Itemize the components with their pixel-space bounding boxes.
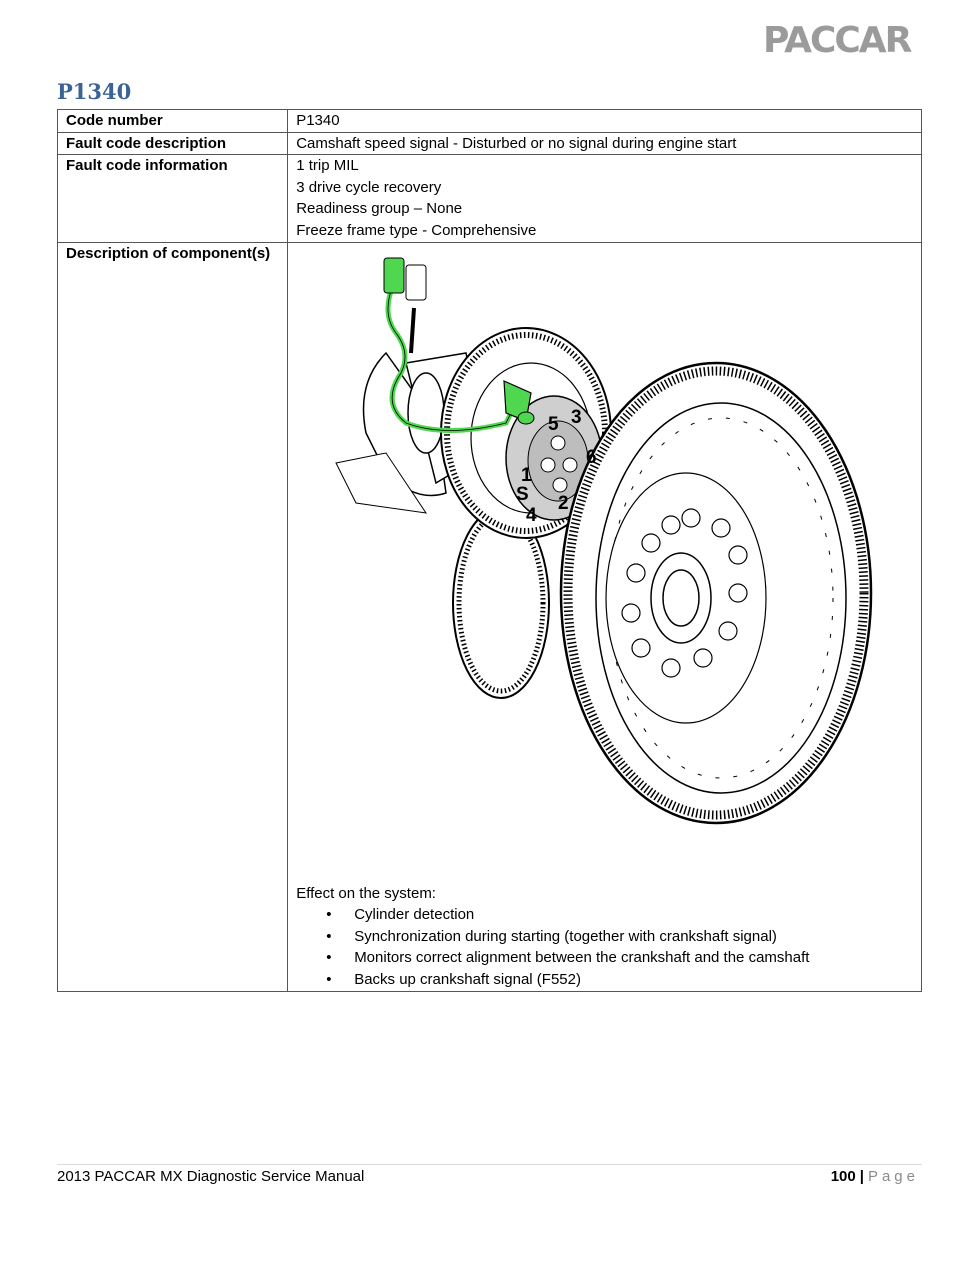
effects-list [296, 904, 913, 990]
page-number: 100 [830, 1168, 856, 1185]
table-row [58, 242, 922, 991]
row-label: Description of component(s) [58, 242, 288, 991]
value-line: Freeze frame type - Comprehensive [296, 221, 537, 239]
bolt [551, 436, 565, 450]
value-line: 3 drive cycle recovery [296, 178, 442, 196]
footer-divider [57, 1164, 922, 1165]
flywheel-camshaft-sensor-diagram [326, 253, 886, 873]
row-value [288, 132, 922, 155]
page-title: P1340 [57, 79, 132, 104]
bolt [553, 478, 567, 492]
value-line: Readiness group – None [296, 200, 463, 218]
bolt [563, 458, 577, 472]
table-row [58, 132, 922, 155]
list-item: • Cylinder detection [324, 904, 913, 926]
flywheel-bore-inner [663, 570, 699, 626]
connector [406, 265, 426, 300]
tooth-label-6: 6 [586, 446, 597, 468]
bolt [541, 458, 555, 472]
sensor-connector [384, 258, 404, 293]
footer-page-indicator [831, 1168, 919, 1185]
page-separator: | [859, 1168, 864, 1185]
list-item: • Synchronization during starting (together with crankshaft signal) [324, 926, 913, 948]
paccar-logo [763, 20, 923, 56]
component-illustration [326, 253, 886, 873]
second-cable [411, 308, 414, 353]
table-row [58, 110, 922, 133]
bullet-icon: • [326, 927, 332, 945]
list-item: • Monitors correct alignment between the crankshaft and the camshaft [324, 947, 913, 969]
tooth-label-3: 3 [571, 406, 582, 428]
row-value [288, 110, 922, 133]
footer-manual-title: 2013 PACCAR MX Diagnostic Service Manual [57, 1168, 365, 1185]
effect-title: Effect on the system: [296, 884, 436, 902]
value-line: P1340 [296, 112, 340, 129]
tooth-label-4: 4 [526, 504, 537, 526]
row-label: Code number [58, 110, 288, 133]
row-value [288, 155, 922, 242]
tooth-label-5: 5 [548, 413, 559, 435]
bullet-icon: • [326, 949, 332, 967]
bullet-icon: • [326, 970, 332, 988]
table-row [58, 155, 922, 242]
fault-code-table [57, 109, 922, 992]
page-word: Page [867, 1168, 919, 1185]
logo-text: PACCAR [763, 20, 911, 56]
row-label: Fault code information [58, 155, 288, 242]
tooth-label-1: 1 [521, 464, 532, 486]
value-line: Camshaft speed signal - Disturbed or no signal during engine start [296, 134, 737, 152]
sensor-tip [518, 412, 534, 424]
value-line: 1 trip MIL [296, 157, 359, 175]
crank-pin [408, 373, 444, 453]
bullet-icon: • [326, 906, 332, 924]
tooth-label-2: 2 [558, 492, 569, 514]
tooth-label-s: S [516, 483, 529, 505]
list-item: • Backs up crankshaft signal (F552) [324, 969, 913, 991]
row-label: Fault code description [58, 132, 288, 155]
row-value [288, 242, 922, 991]
